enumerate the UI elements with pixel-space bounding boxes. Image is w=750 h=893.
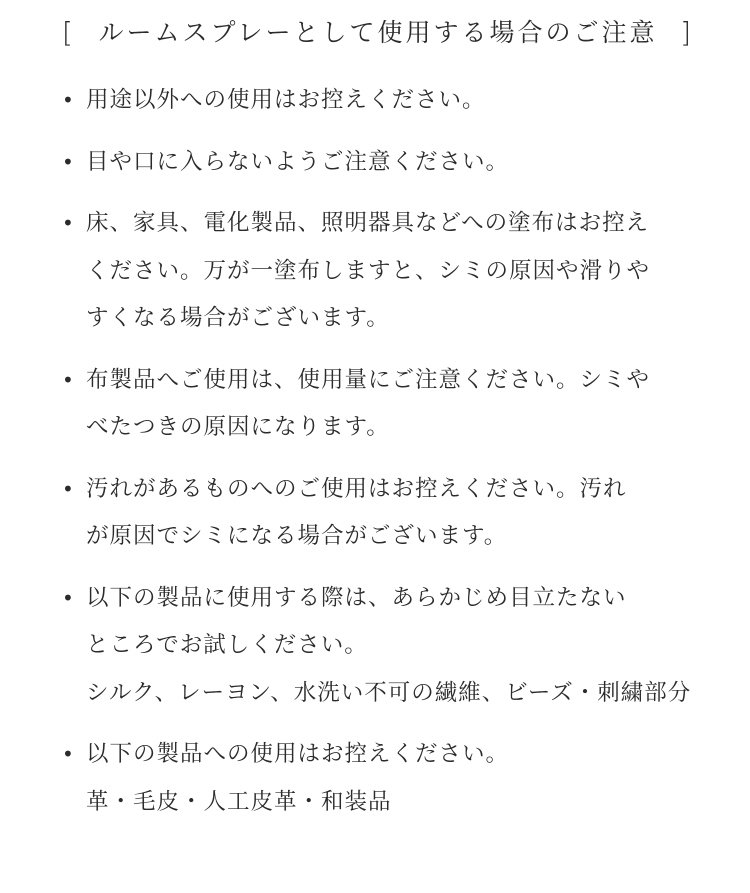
caution-item-line: 床、家具、電化製品、照明器具などへの塗布はお控え	[86, 210, 650, 236]
caution-item-line: 以下の製品への使用はお控えください。	[86, 741, 510, 767]
bullet-icon: •	[62, 88, 75, 112]
caution-item	[62, 77, 702, 125]
caution-item-line: ください。万が一塗布しますと、シミの原因や滑りや	[86, 257, 651, 284]
bullet-icon: •	[62, 149, 75, 174]
caution-item-line: 以下の製品に使用する際は、あらかじめ目立たない	[86, 584, 627, 611]
caution-item	[62, 139, 702, 187]
caution-item-line: べたつきの原因になります。	[86, 414, 390, 440]
caution-item-line: 革・毛皮・人工皮革・和装品	[86, 788, 392, 815]
caution-item-line: が原因でシミになる場合がございます。	[86, 523, 508, 549]
bullet-icon: •	[62, 585, 75, 610]
caution-item	[62, 731, 702, 826]
caution-item	[62, 357, 702, 452]
title-open-bracket: [	[62, 16, 76, 49]
caution-item-line: 用途以外への使用はお控えください。	[86, 87, 486, 113]
bullet-icon: •	[62, 211, 75, 235]
bullet-icon: •	[62, 367, 75, 392]
caution-item-line: すくなる場合がございます。	[86, 305, 390, 331]
caution-item-line: 目や口に入らないようご注意ください。	[86, 148, 510, 175]
title-text: ルームスプレーとして使用する場合のご注意	[98, 18, 658, 47]
caution-item-line: 布製品へご使用は、使用量にご注意ください。シミや	[86, 366, 651, 393]
caution-item-line: ところでお試しください。	[86, 632, 368, 658]
page-title	[62, 14, 694, 52]
caution-item	[62, 200, 702, 343]
title-close-bracket: ]	[680, 16, 694, 49]
caution-item-line: シルク、レーヨン、水洗い不可の繊維、ビーズ・刺繍部分	[86, 679, 692, 706]
caution-item-line: 汚れがあるものへのご使用はお控えください。汚れ	[86, 475, 627, 502]
caution-list	[62, 77, 702, 840]
caution-item	[62, 466, 702, 561]
caution-item	[62, 575, 702, 718]
bullet-icon: •	[62, 742, 75, 766]
bullet-icon: •	[62, 476, 75, 501]
